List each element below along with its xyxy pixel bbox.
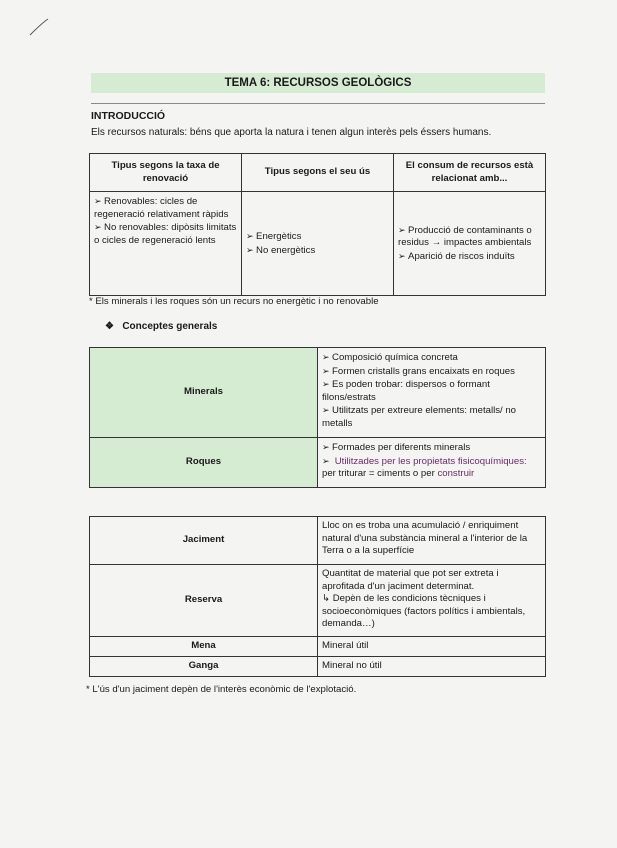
resource-types-table — [89, 153, 546, 296]
page-title — [91, 73, 545, 93]
roques-end-text: construir — [437, 468, 475, 479]
consumption-cell — [394, 192, 546, 296]
ganga-text: Mineral no útil — [318, 657, 546, 677]
concepts-heading — [105, 321, 217, 332]
roques-item — [322, 455, 541, 481]
minerals-label: Minerals — [90, 348, 318, 438]
roques-label: Roques — [90, 438, 318, 488]
note-jaciment: * L'ús d'un jaciment depèn de l'interès econòmic de l'explotació. — [86, 684, 357, 695]
mena-text: Mineral útil — [318, 637, 546, 657]
concepts-table — [89, 347, 546, 488]
minerals-item: ➢ Utilitzats per extreure elements: metalls/ no metalls — [322, 404, 541, 430]
roques-plain-text: per triturar = ciments o per — [322, 468, 435, 479]
reserva-subtext: ↳ Depèn de les condicions tècniques i socioeconòmiques (factors polítics i ambientals, demanda…) — [322, 593, 526, 629]
page-title-text: TEMA 6: RECURSOS GEOLÒGICS — [224, 77, 412, 89]
jaciment-label: Jaciment — [90, 517, 318, 565]
title-divider — [91, 103, 545, 104]
roques-colored-text: Utilitzades per les propietats fisicoquímiques: — [334, 455, 527, 467]
concepts-heading-text: Conceptes generals — [122, 321, 218, 332]
header-use: Tipus segons el seu ús — [242, 154, 394, 192]
pollutants-item: ➢ Producció de contaminants o residus → impactes ambientals — [398, 224, 541, 250]
deposits-table — [89, 516, 546, 677]
use-cell — [242, 192, 394, 296]
renewable-item: ➢ Renovables: cicles de regeneració relativament ràpids — [94, 195, 237, 221]
intro-heading: INTRODUCCIÓ — [91, 110, 166, 122]
minerals-item: ➢ Es poden trobar: dispersos o formant filons/estrats — [322, 378, 541, 404]
ganga-label: Ganga — [90, 657, 318, 677]
pen-mark-icon — [28, 17, 50, 37]
minerals-item: ➢ Composició química concreta — [322, 351, 541, 365]
nonenergetic-item: ➢ No energètics — [246, 244, 389, 258]
mena-label: Mena — [90, 637, 318, 657]
nonrenewable-item: ➢ No renovables: dipòsits limitats o cicles de regeneració lents — [94, 221, 237, 247]
header-consumption: El consum de recursos està relacionat amb... — [394, 154, 546, 192]
diamond-bullet-icon: ❖ — [105, 321, 114, 332]
jaciment-text: Lloc on es troba una acumulació / enriquiment natural d'una substància mineral a l'interior de la Terra o a la superfície — [318, 517, 546, 565]
reserva-label: Reserva — [90, 565, 318, 637]
renewal-cell — [90, 192, 242, 296]
intro-text: Els recursos naturals: béns que aporta la natura i tenen algun interès pels éssers humans. — [91, 127, 492, 138]
minerals-cell — [318, 348, 546, 438]
risks-item: ➢ Aparició de riscos induïts — [398, 250, 541, 264]
roques-item: ➢ Formades per diferents minerals — [322, 441, 541, 455]
reserva-cell — [318, 565, 546, 637]
roques-cell — [318, 438, 546, 488]
reserva-text: Quantitat de material que pot ser extreta i aprofitada d'un jaciment determinat. — [322, 568, 499, 592]
note-minerals: * Els minerals i les roques són un recurs no energètic i no renovable — [89, 296, 379, 307]
energetic-item: ➢ Energètics — [246, 230, 389, 244]
header-renewal: Tipus segons la taxa de renovació — [90, 154, 242, 192]
minerals-item: ➢ Formen cristalls grans encaixats en roques — [322, 365, 541, 379]
